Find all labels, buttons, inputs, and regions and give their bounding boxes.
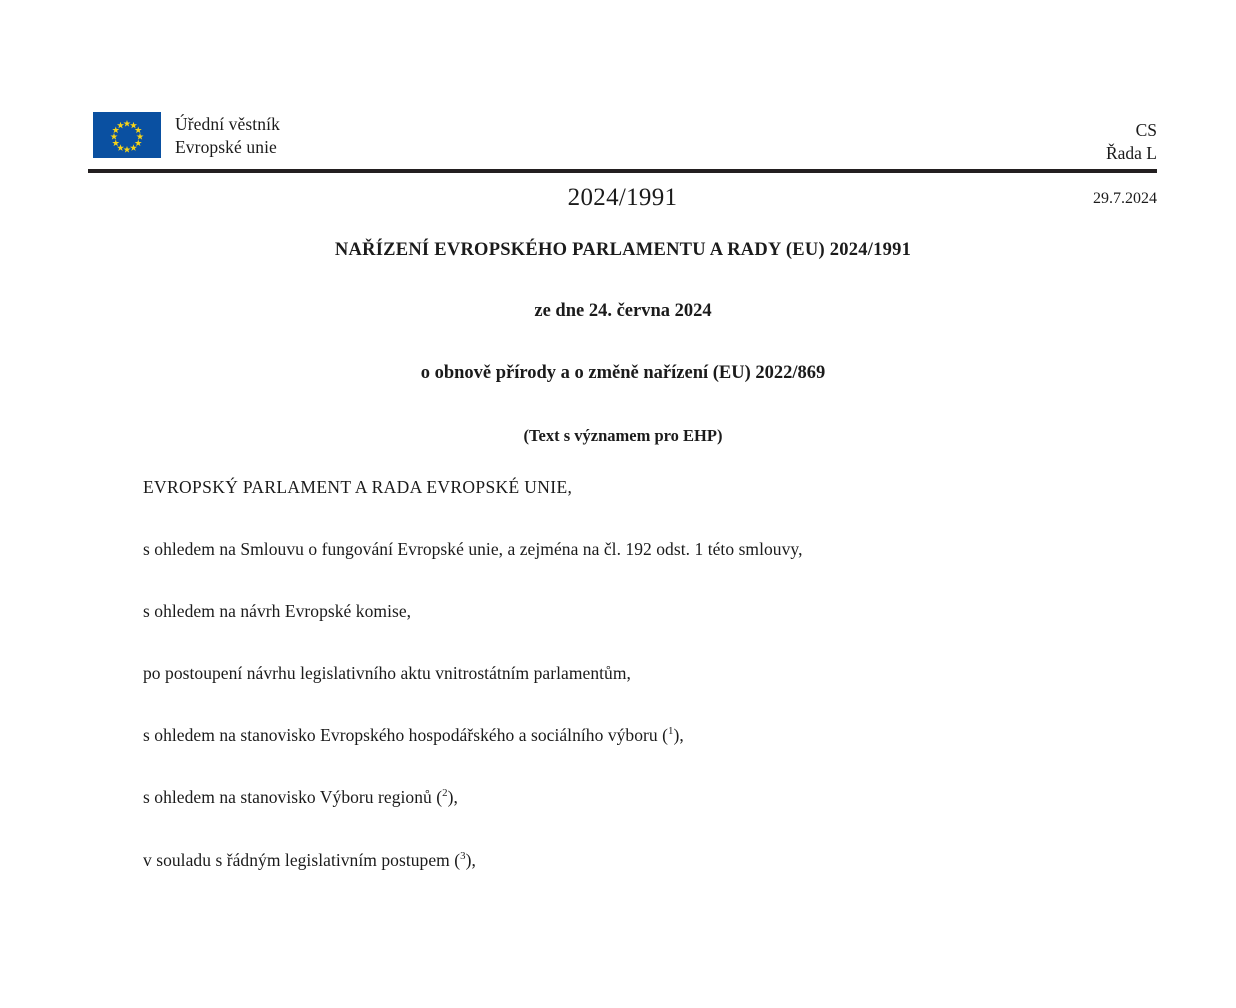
act-title: NAŘÍZENÍ EVROPSKÉHO PARLAMENTU A RADY (EU) 2024/1991 [334,240,912,260]
document-identifier-row [88,184,1157,214]
preamble-recital: po postoupení návrhu legislativního aktu vnitrostátním parlamentům, [143,663,631,684]
footnote-marker[interactable]: 2 [442,787,448,800]
title-block [143,240,1103,446]
journal-title-line2: Evropské unie [175,137,277,158]
masthead-left [93,112,280,159]
document-number: 2024/1991 [567,184,678,211]
european-union-flag-icon [93,112,161,158]
preamble-recital: s ohledem na Smlouvu o fungování Evropské unie, a zejména na čl. 192 odst. 1 této smlouvy, [143,539,803,560]
publication-date: 29.7.2024 [1093,190,1157,207]
preamble-body [143,476,1157,872]
recital-list [143,538,1157,872]
preamble-institutions: EVROPSKÝ PARLAMENT A RADA EVROPSKÉ UNIE, [143,477,573,497]
act-subject: o obnově přírody a o změně nařízení (EU) 2022/869 [420,363,826,383]
footnote-marker[interactable]: 3 [460,849,466,862]
eea-relevance-note: (Text s významem pro EHP) [523,426,723,445]
preamble-recital: s ohledem na návrh Evropské komise, [143,601,412,622]
masthead [93,112,1157,166]
header-divider [88,169,1157,173]
act-date: ze dne 24. června 2024 [534,301,712,321]
journal-title [175,112,280,159]
journal-title-line1: Úřední věstník [175,114,280,134]
journal-series: Řada L [1105,143,1157,164]
language-code: CS [1135,120,1157,140]
masthead-right [1106,119,1157,165]
preamble-recital: v souladu s řádným legislativním postupem ($^3$), [143,849,476,870]
footnote-marker[interactable]: 1 [668,725,674,738]
preamble-recital: s ohledem na stanovisko Výboru regionů ($^2$), [143,787,458,808]
preamble-recital: s ohledem na stanovisko Evropského hospodářského a sociálního výboru ($^1$), [143,725,684,746]
